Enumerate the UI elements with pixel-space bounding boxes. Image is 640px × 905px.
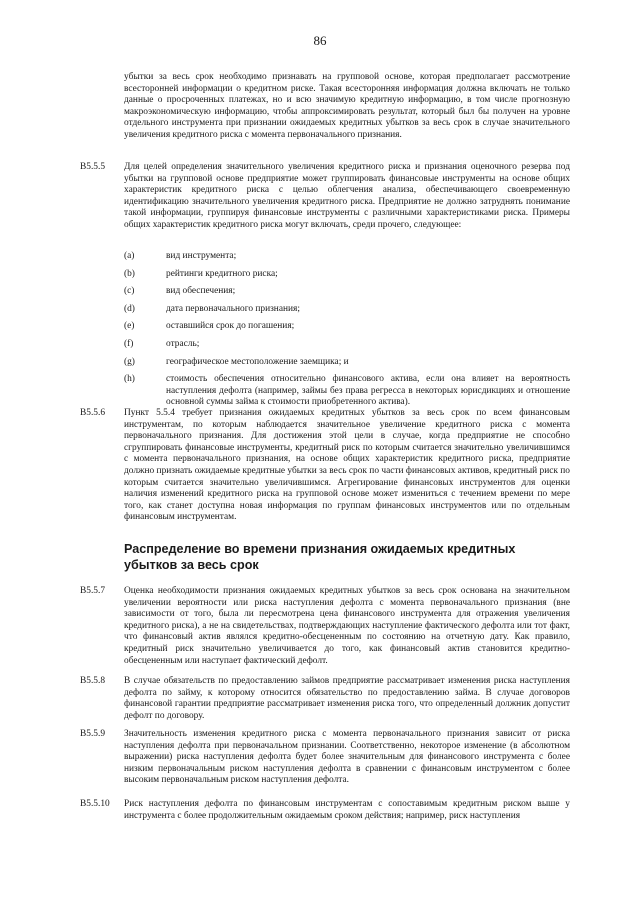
paragraph-number: B5.5.8 xyxy=(80,676,106,686)
list-item xyxy=(124,286,570,304)
list-item-text: оставшийся срок до погашения; xyxy=(166,321,295,332)
list-item-text: дата первоначального признания; xyxy=(166,303,300,314)
paragraph-b5-5-10 xyxy=(80,799,570,822)
list-item xyxy=(124,251,570,269)
intro-paragraph: убытки за весь срок необходимо признавать на групповой основе, которая предполагает рассмотрение всесторонней информации о кредитном риске. Такая всесторонняя информация должна включать не только данные о просроченных платежах, но и всю значимую кредитную информацию, в том числе прогнозную макроэкономическую информацию, чтобы аппроксимировать результат, который был бы получен на уровне отдельного инструмента при признании ожидаемых кредитных убытков за весь срок в случае значительного увеличения кредитного риска с момента первоначального признания. xyxy=(124,72,570,140)
list-item xyxy=(124,339,570,357)
paragraph-number: B5.5.5 xyxy=(80,162,106,172)
paragraph-text: Оценка необходимости признания ожидаемых кредитных убытков за весь срок основана на значительном увеличении вероятности или риска наступления дефолта с момента первоначального признания (вне зависимости от того, была ли пересмотрена цена финансового инструмента для отражения увеличения кредитного риска), а не на свидетельствах, подтверждающих наступление фактического дефолта или тот факт, что финансовый актив являлся кредитно-обесцененным по состоянию на отчетную дату. Как правило, кредитный риск значительно увеличивается до того, как финансовый актив становится кредитно-обесцененным или наступает фактический дефолт. xyxy=(124,586,570,666)
list-item xyxy=(124,304,570,322)
paragraph-text: Пункт 5.5.4 требует признания ожидаемых кредитных убытков за весь срок по всем финансовым инструментам, по которым наблюдается значительное увеличение кредитного риска с момента первоначального признания. Для достижения этой цели в случае, когда предприятие не способно сгруппировать финансовые инструменты, кредитный риск по которым считается значительно увеличившимся с момента первоначального признания, на основе общих характеристик кредитного риска, предприятие должно признать ожидаемые кредитные убытки за весь срок по части финансовых активов, кредитный риск по которым считается значительно увеличившимся. Агрегирование финансовых инструментов для оценки наличия изменений кредитного риска на групповой основе может измениться с течением времени по мере того, как станет доступна новая информация по группам финансовых инструментов или по отдельным финансовым инструментам. xyxy=(124,408,570,523)
paragraph-text: Значительность изменения кредитного риска с момента первоначального признания зависит от риска наступления дефолта при первоначальном признании. Соответственно, некоторое изменение (в абсолютном выражении) риска наступления дефолта будет более значительным для финансового инструмента с более низким первоначальным риском наступления дефолта в сравнении с финансовым инструментом с более высоким первоначальным риском наступления дефолта. xyxy=(124,729,570,786)
list-item-label: (f) xyxy=(124,338,134,349)
list-item-label: (b) xyxy=(124,268,135,279)
page-number: 86 xyxy=(313,33,327,48)
paragraph-text: Для целей определения значительного увеличения кредитного риска и признания оценочного резерва под убытки на групповой основе предприятие может группировать финансовые инструменты на основе общих характеристик кредитного риска с целью облегчения анализа, обеспечивающего своевременную идентификацию значительного увеличения кредитного риска. Предприятие не должно затруднять понимание такой информации, группируя финансовые инструменты с различными характеристиками риска. Примеры общих характеристик кредитного риска могут включать, среди прочего, следующее: xyxy=(124,162,570,230)
list-item-text: вид обеспечения; xyxy=(166,286,236,297)
list-item-text: рейтинги кредитного риска; xyxy=(166,268,278,279)
paragraph-number: B5.5.6 xyxy=(80,408,106,418)
list-item-text: географическое местоположение заемщика; и xyxy=(166,356,349,367)
paragraph-b5-5-6 xyxy=(80,408,570,524)
list-item-label: (c) xyxy=(124,286,135,297)
section-heading: Распределение во времени признания ожидаемых кредитных убытков за весь срок xyxy=(124,542,516,572)
list-item-text: стоимость обеспечения относительно финансового актива, если она влияет на вероятность наступления дефолта (например, займы без права регресса в некоторых юрисдикциях и отношение основной суммы займа к стоимости приобретенного актива). xyxy=(166,374,570,408)
paragraph-b5-5-7 xyxy=(80,586,570,667)
list-item-text: отрасль; xyxy=(166,338,200,349)
list-item xyxy=(124,321,570,339)
list-item-label: (a) xyxy=(124,251,135,261)
list-item xyxy=(124,357,570,375)
list-item-text: вид инструмента; xyxy=(166,251,237,261)
paragraph-number: B5.5.7 xyxy=(80,586,106,596)
paragraph-number: B5.5.9 xyxy=(80,729,106,739)
paragraph-text: Риск наступления дефолта по финансовым инструментам с сопоставимым кредитным риском выше у инструмента с более продолжительным ожидаемым сроком действия; например, риск наступления xyxy=(124,799,570,821)
paragraph-text: В случае обязательств по предоставлению займов предприятие рассматривает изменения риска наступления дефолта по займу, к которому относится обязательство по предоставлению займа. В случае договоров финансовой гарантии предприятие рассматривает изменения риска того, что определенный должник допустит дефолт по договору. xyxy=(124,676,570,721)
paragraph-b5-5-9 xyxy=(80,729,570,787)
list-item xyxy=(124,269,570,287)
list-item-label: (g) xyxy=(124,356,135,367)
characteristics-list xyxy=(124,251,570,414)
paragraph-number: B5.5.10 xyxy=(80,799,110,809)
list-item-label: (d) xyxy=(124,303,135,314)
paragraph-b5-5-8 xyxy=(80,676,570,722)
list-item-label: (h) xyxy=(124,374,135,385)
paragraph-b5-5-5 xyxy=(80,162,570,232)
list-item-label: (e) xyxy=(124,321,135,332)
